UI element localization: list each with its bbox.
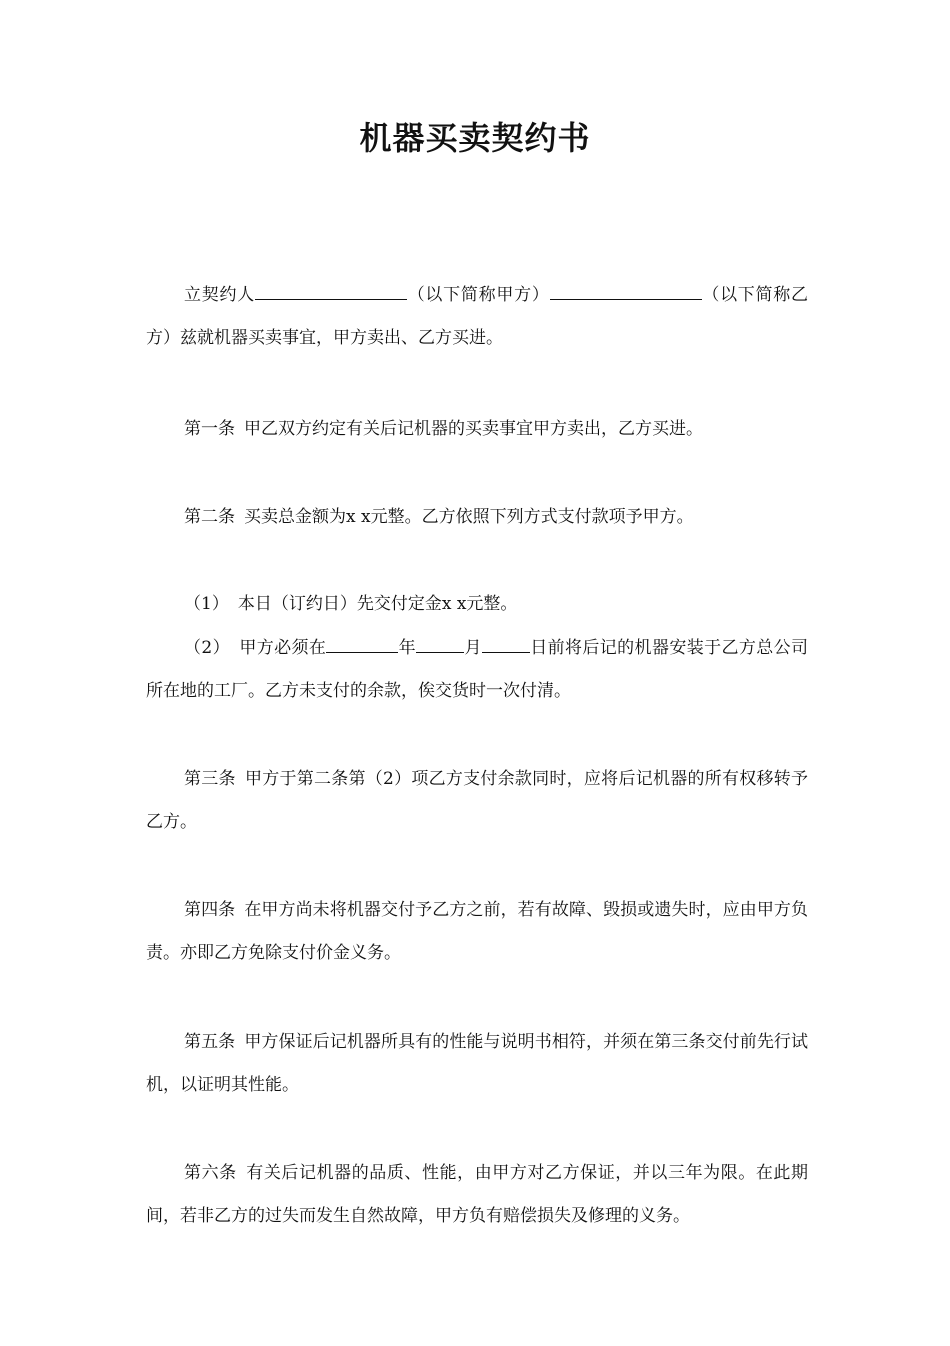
article-2-label: 第二条: [184, 507, 235, 527]
document-title: 机器买卖契约书: [359, 119, 591, 157]
article-3-label: 第三条: [184, 769, 236, 789]
article-6: [146, 1152, 808, 1238]
article-5-label: 第五条: [184, 1032, 236, 1052]
year-blank[interactable]: [326, 635, 398, 653]
article-2-item-1: [146, 583, 808, 626]
article-3-text: 甲方于第二条第（2）项乙方支付余款同时，应将后记机器的所有权移转予乙方。: [146, 769, 808, 832]
party-a-blank[interactable]: [255, 282, 407, 300]
preamble-text-3: （以下简称乙方）兹就机器买卖事宜，甲方卖出、乙方买进。: [146, 285, 809, 348]
article-4-text: 在甲方尚未将机器交付予乙方之前，若有故障、毁损或遗失时，应由甲方负责。亦即乙方免除支付价金义务。: [146, 900, 808, 963]
item-1-text: 本日（订约日）先交付定金x x元整。: [237, 594, 518, 614]
article-1: [146, 408, 808, 451]
preamble-text-1: 立契约人: [184, 285, 255, 305]
article-2-text: 买卖总金额为x x元整。乙方依照下列方式支付款项予甲方。: [244, 507, 694, 527]
item-2-text-1: 甲方必须在: [238, 638, 327, 658]
month-blank[interactable]: [416, 635, 464, 653]
item-2-label: （2）: [184, 638, 230, 658]
preamble-text-2: （以下简称甲方）: [406, 285, 550, 305]
item-2-text-3: 月: [464, 638, 482, 658]
article-4: [146, 889, 808, 975]
preamble-paragraph: [146, 274, 808, 360]
article-5: [146, 1021, 808, 1107]
article-6-text: 有关后记机器的品质、性能，由甲方对乙方保证，并以三年为限。在此期间，若非乙方的过失而发生自然故障，甲方负有赔偿损失及修理的义务。: [146, 1163, 809, 1226]
item-1-label: （1）: [184, 594, 229, 614]
item-2-text-2: 年: [398, 638, 417, 658]
article-3: [146, 758, 808, 844]
article-2-item-2: [146, 627, 808, 713]
article-1-text: 甲乙双方约定有关后记机器的买卖事宜甲方卖出，乙方买进。: [244, 419, 703, 439]
article-5-text: 甲方保证后记机器所具有的性能与说明书相符，并须在第三条交付前先行试机，以证明其性能。: [146, 1032, 808, 1095]
article-1-label: 第一条: [184, 419, 235, 439]
day-blank[interactable]: [482, 635, 530, 653]
article-2: [146, 496, 808, 539]
article-4-label: 第四条: [184, 900, 236, 920]
party-b-blank[interactable]: [550, 282, 702, 300]
article-6-label: 第六条: [184, 1163, 237, 1183]
item-2-text-4: 日前将后记的机器安装于乙方总公司所在地的工厂。乙方未支付的余款，俟交货时一次付清。: [146, 638, 809, 701]
